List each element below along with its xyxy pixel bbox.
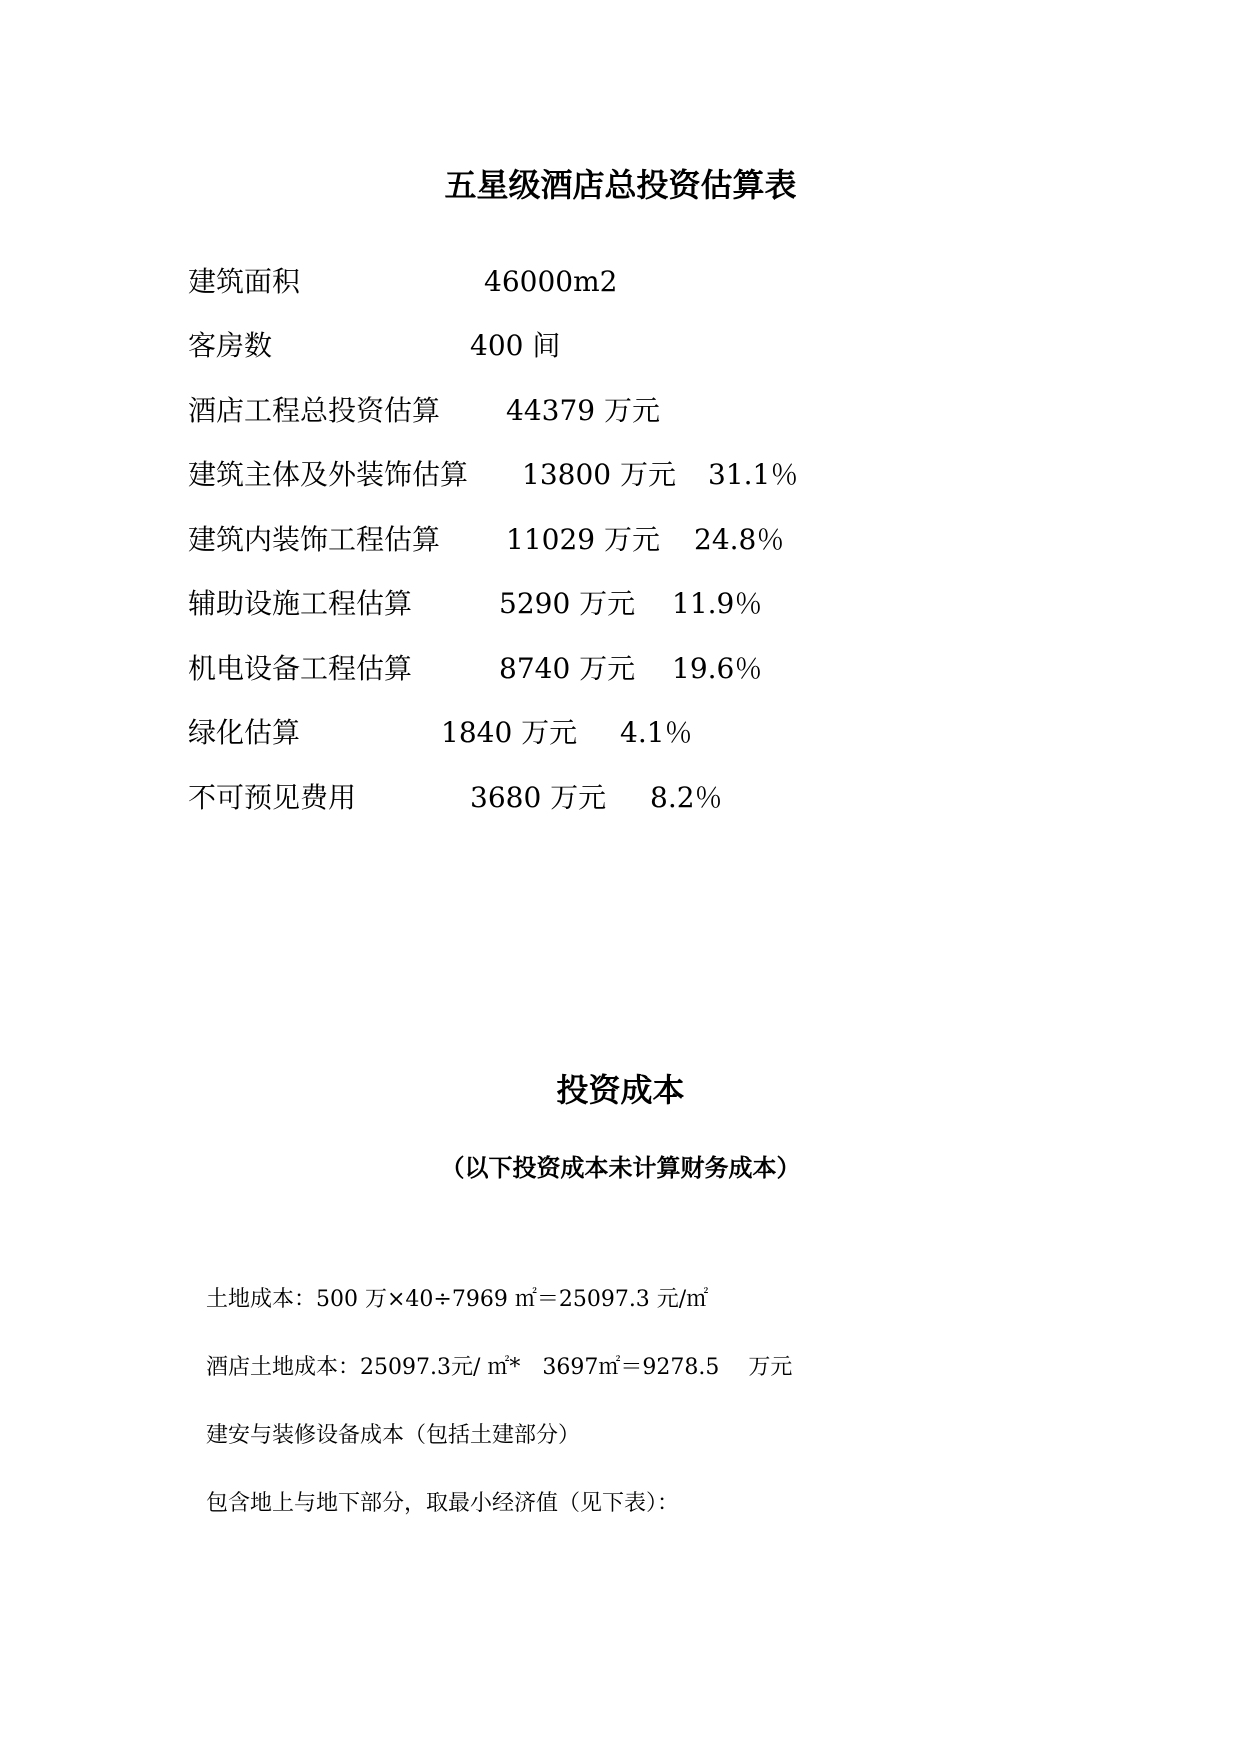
row-percent: 11.9％ [672, 587, 763, 620]
row-label: 辅助设施工程估算 [188, 587, 413, 620]
scope-note-paragraph: 包含地上与地下部分，取最小经济值（见下表）： [206, 1491, 680, 1516]
land-cost-paragraph: 土地成本：500 万×40÷7969 ㎡＝25097.3 元/㎡ [206, 1287, 709, 1312]
row-label: 建筑面积 [188, 265, 301, 298]
row-percent: 8.2％ [650, 781, 723, 814]
row-value: 8740 万元 [499, 652, 636, 685]
row-value: 13800 万元 [522, 458, 676, 491]
row-value: 400 间 [470, 329, 561, 362]
row-label: 绿化估算 [188, 716, 301, 749]
row-percent: 24.8％ [694, 523, 785, 556]
row-label: 建筑内装饰工程估算 [188, 523, 441, 556]
row-label: 建筑主体及外装饰估算 [188, 458, 469, 491]
row-label: 机电设备工程估算 [188, 652, 413, 685]
document-title: 五星级酒店总投资估算表 [444, 166, 797, 204]
row-label: 客房数 [188, 329, 273, 362]
row-value: 46000m2 [484, 265, 618, 298]
row-percent: 4.1％ [620, 716, 693, 749]
section-subtitle: （以下投资成本未计算财务成本） [440, 1153, 801, 1182]
row-value: 1840 万元 [441, 716, 578, 749]
row-percent: 19.6％ [672, 652, 763, 685]
hotel-land-cost-paragraph: 酒店土地成本：25097.3元/ ㎡* 3697㎡＝9278.5 万元 [206, 1355, 793, 1380]
construction-cost-paragraph: 建安与装修设备成本（包括土建部分） [206, 1423, 581, 1448]
row-value: 3680 万元 [470, 781, 607, 814]
row-value: 5290 万元 [499, 587, 636, 620]
row-label: 不可预见费用 [188, 781, 357, 814]
row-value: 44379 万元 [506, 394, 660, 427]
section-title: 投资成本 [556, 1071, 685, 1109]
row-percent: 31.1％ [708, 458, 799, 491]
row-label: 酒店工程总投资估算 [188, 394, 441, 427]
row-value: 11029 万元 [506, 523, 660, 556]
